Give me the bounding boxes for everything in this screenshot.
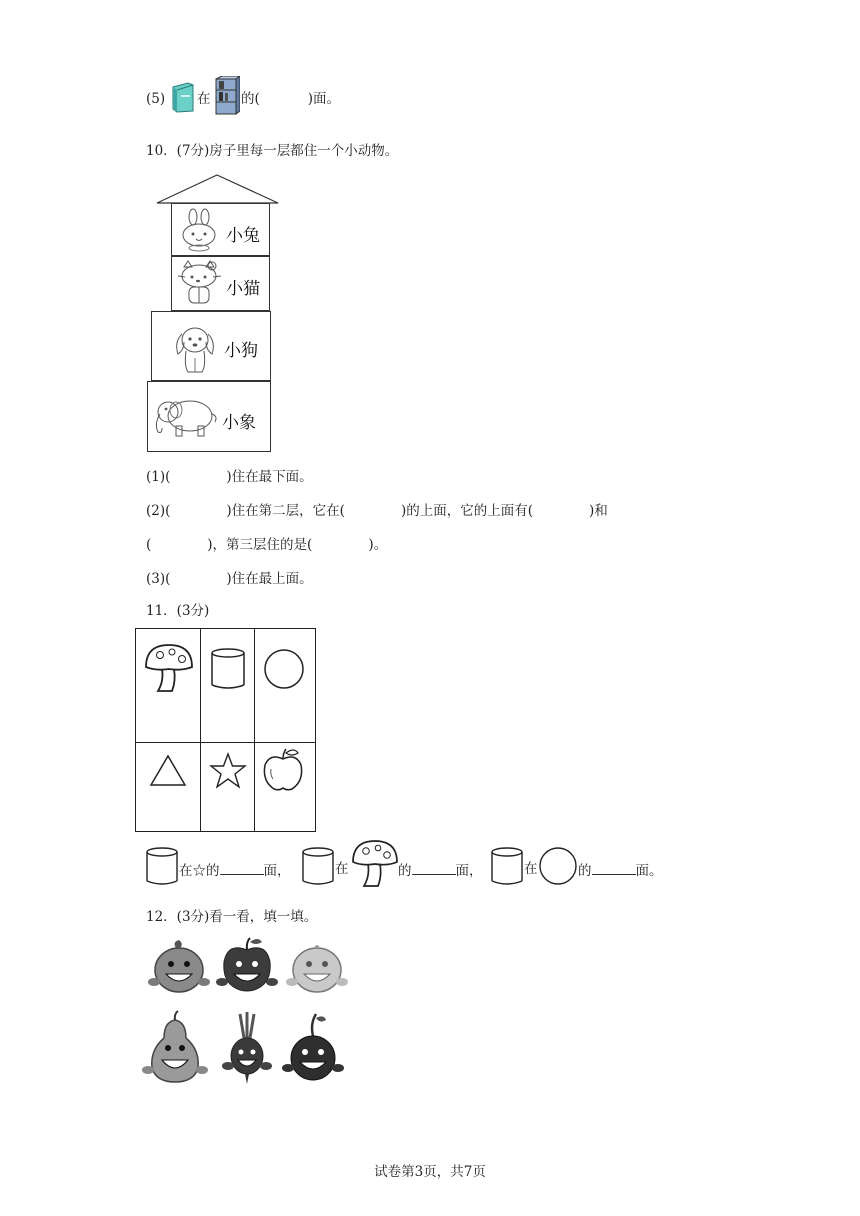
star-icon <box>209 752 247 790</box>
page-footer: 试卷第3页，共7页 <box>374 1164 486 1180</box>
q10-line2 <box>146 502 608 520</box>
bookshelf-icon <box>214 76 240 116</box>
beet-character-icon <box>222 1012 272 1086</box>
q10-l3-a: ( <box>146 537 152 553</box>
q9-de-text: 的( <box>241 91 260 107</box>
apple-character-icon <box>216 936 278 996</box>
answer-blank[interactable] <box>592 860 636 875</box>
floor-dog <box>151 311 271 381</box>
cherry-character-icon <box>280 1012 346 1086</box>
q10-l2-d: )和 <box>588 503 608 519</box>
q11-text-5: 的 <box>578 863 592 879</box>
floor-label: 小猫 <box>226 279 260 299</box>
q9-de <box>241 90 340 108</box>
q11-text-4: 面， <box>455 863 483 879</box>
q11-text-6: 面。 <box>635 863 663 879</box>
grid-divider <box>136 742 315 743</box>
floor-rabbit <box>171 203 270 256</box>
puppy-icon <box>172 320 218 376</box>
cylinder-icon <box>300 846 336 888</box>
cylinder-icon <box>489 846 525 888</box>
grid-divider <box>254 629 255 831</box>
q10-line3 <box>146 536 387 554</box>
q10-l1-suffix: )住在最下面。 <box>226 469 313 485</box>
circle-icon <box>538 846 578 886</box>
elephant-icon <box>152 394 218 442</box>
grid-divider <box>200 629 201 831</box>
floor-cat <box>171 256 270 311</box>
q11-text-3: 的 <box>398 863 412 879</box>
floor-label: 小象 <box>222 413 256 433</box>
q11-text-1: 在☆的 <box>179 863 220 879</box>
q9-zai: 在 <box>197 91 211 107</box>
answer-blank[interactable] <box>412 860 456 875</box>
q11-zai2: 在 <box>335 861 349 877</box>
kitty-icon <box>176 259 224 309</box>
q11-text-2: 面， <box>263 863 291 879</box>
q11-title: 11．(3分) <box>146 603 210 619</box>
q10-l2-b: )住在第二层，它在( <box>226 503 345 519</box>
q11-zai3: 在 <box>524 861 538 877</box>
apple-icon <box>260 747 306 793</box>
green-book-icon <box>171 81 195 113</box>
circle-icon <box>262 647 306 691</box>
answer-blank[interactable] <box>220 860 264 875</box>
cylinder-icon <box>144 846 180 888</box>
q11-part2 <box>398 860 483 880</box>
mushroom-icon <box>142 641 196 695</box>
cylinder-icon <box>208 647 248 693</box>
q10-l2-c: )的上面，它的上面有( <box>400 503 533 519</box>
q10-l4-a: (3)( <box>146 571 171 587</box>
floor-label: 小兔 <box>226 226 260 246</box>
rabbit-icon <box>178 208 222 252</box>
q10-l2-a: (2)( <box>146 503 171 519</box>
q10-l3-b: )，第三层住的是( <box>207 537 313 553</box>
q12-title: 12．(3分)看一看，填一填。 <box>146 909 318 925</box>
q10-line4 <box>146 570 313 588</box>
floor-label: 小狗 <box>224 341 258 361</box>
q10-l4-b: )住在最上面。 <box>226 571 313 587</box>
lemon-character-icon <box>284 938 350 996</box>
triangle-icon <box>148 753 188 789</box>
q10-line1 <box>146 468 313 486</box>
orange-character-icon <box>146 938 212 996</box>
q10-title: 10．(7分)房子里每一层都住一个小动物。 <box>146 143 399 159</box>
floor-elephant <box>147 381 271 452</box>
q9-end-text: )面。 <box>307 91 341 107</box>
mushroom-icon <box>350 838 400 890</box>
q11-part1 <box>179 860 291 880</box>
item-number: (5) <box>146 91 166 107</box>
q10-l1-prefix: (1)( <box>146 469 171 485</box>
pear-character-icon <box>142 1010 208 1086</box>
q11-part3 <box>578 860 663 880</box>
q10-l3-c: )。 <box>368 537 388 553</box>
shape-grid <box>135 628 316 832</box>
q9-item5 <box>146 90 165 108</box>
house-roof <box>155 174 280 206</box>
